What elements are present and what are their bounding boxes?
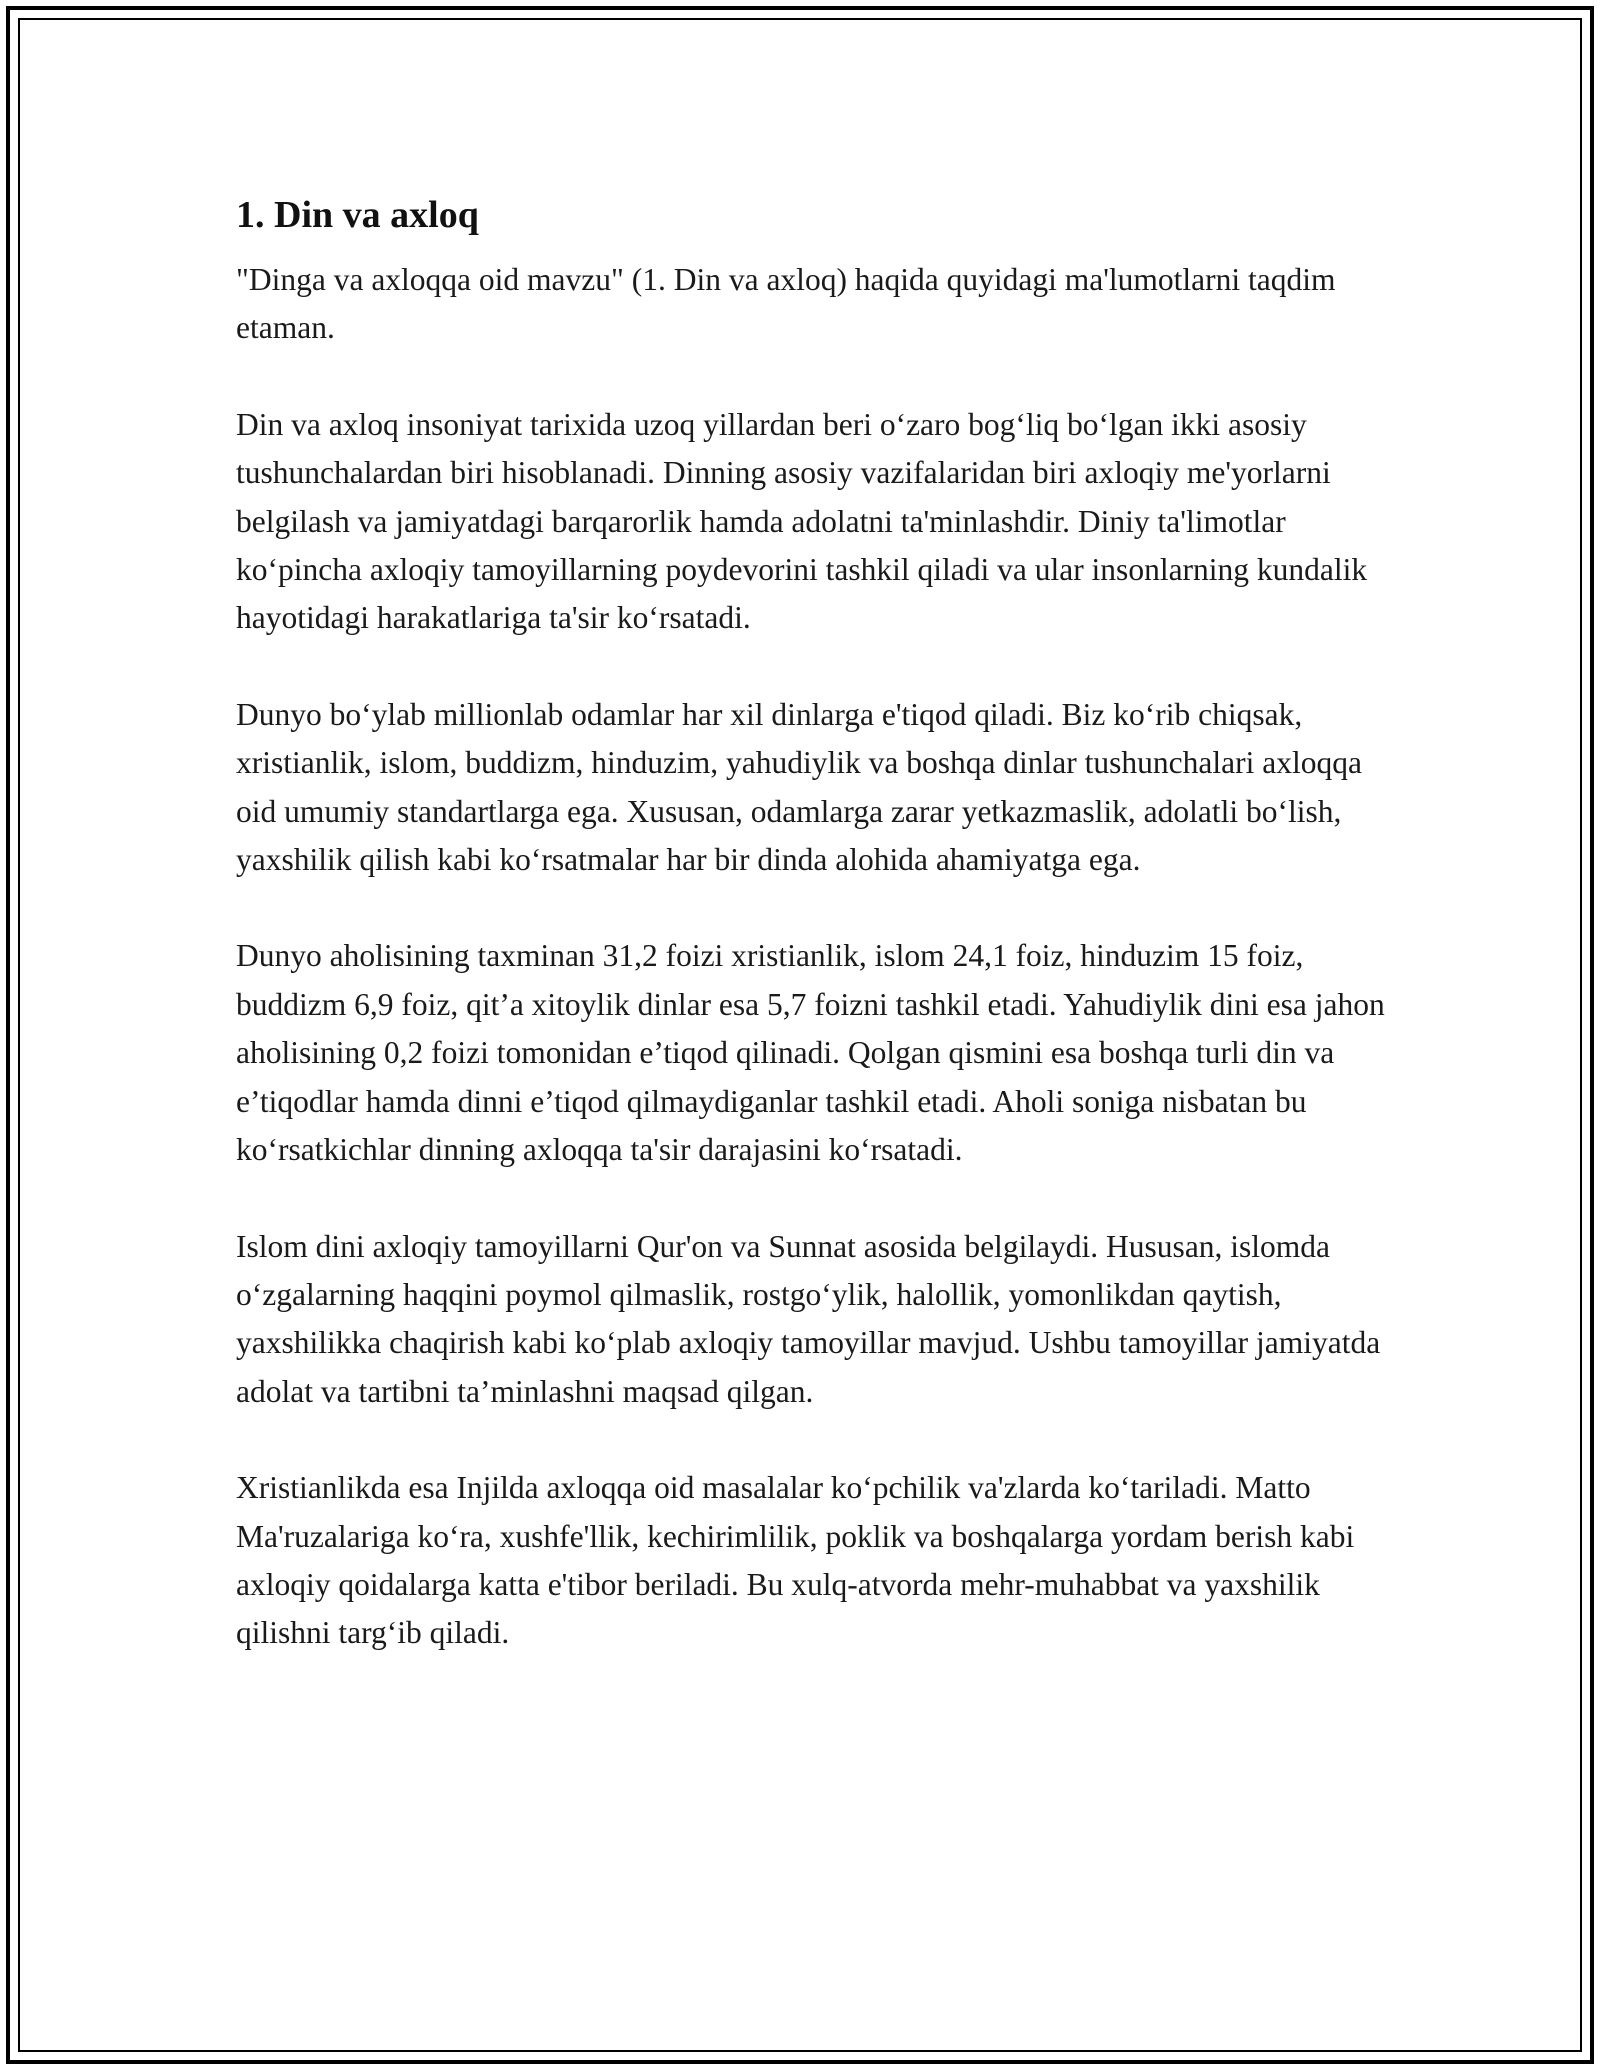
paragraph-population-statistics: Dunyo aholisining taxminan 31,2 foizi xristianlik, islom 24,1 foiz, hinduzim 15 foiz, buddizm 6,9 foiz, qit’a xitoylik dinlar esa 5,7 foizni tashkil etadi. Yahudiylik dini esa jahon aholisining 0,2 foizi tomonidan e’tiqod qilinadi. Qolgan qismini esa boshqa turli din va e’tiqodlar hamda dinni e’tiqod qilmaydiganlar tashkil etadi. Aholi soniga nisbatan bu ko‘rsatkichlar dinning axloqqa ta'sir darajasini ko‘rsatadi.	[236, 938, 1385, 1168]
page-title: 1. Din va axloq	[236, 194, 479, 236]
paragraph-islam: Islom dini axloqiy tamoyillarni Qur'on va Sunnat asosida belgilaydi. Hususan, islomda o‘zgalarning haqqini poymol qilmaslik, rostgo‘ylik, halollik, yomonlikdan qaytish, yaxshilikka chaqirish kabi ko‘plab axloqiy tamoyillar mavjud. Ushbu tamoyillar jamiyatda adolat va tartibni ta’minlashni maqsad qilgan.	[236, 1228, 1381, 1409]
paragraph-religion-and-ethics: Din va axloq insoniyat tarixida uzoq yillardan beri o‘zaro bog‘liq bo‘lgan ikki asosiy tushunchalardan biri hisoblanadi. Dinning asosiy vazifalaridan biri axloqiy me'yorlarni belgilash va jamiyatdagi barqarorlik hamda adolatni ta'minlashdir. Diniy ta'limotlar ko‘pincha axloqiy tamoyillarning poydevorini tashkil qiladi va ular insonlarning kundalik hayotidagi harakatlariga ta'sir ko‘rsatadi.	[236, 406, 1368, 636]
paragraph-intro: "Dinga va axloqqa oid mavzu" (1. Din va axloq) haqida quyidagi ma'lumotlarni taqdim etaman.	[236, 262, 1336, 346]
paragraph-christianity: Xristianlikda esa Injilda axloqqa oid masalalar ko‘pchilik va'zlarda ko‘tariladi. Matto Ma'ruzalariga ko‘ra, xushfe'llik, kechirimlilik, poklik va boshqalarga yordam berish kabi axloqiy qoidalarga katta e'tibor beriladi. Bu xulq-atvorda mehr-muhabbat va yaxshilik qilishni targ‘ib qiladi.	[236, 1470, 1355, 1651]
document-body	[236, 190, 1386, 1658]
paragraph-world-religions: Dunyo bo‘ylab millionlab odamlar har xil dinlarga e'tiqod qiladi. Biz ko‘rib chiqsak, xristianlik, islom, buddizm, hinduzim, yahudiylik va boshqa dinlar tushunchalari axloqqa oid umumiy standartlarga ega. Xususan, odamlarga zarar yetkazmaslik, adolatli bo‘lish, yaxshilik qilish kabi ko‘rsatmalar har bir dinda alohida ahamiyatga ega.	[236, 696, 1362, 878]
